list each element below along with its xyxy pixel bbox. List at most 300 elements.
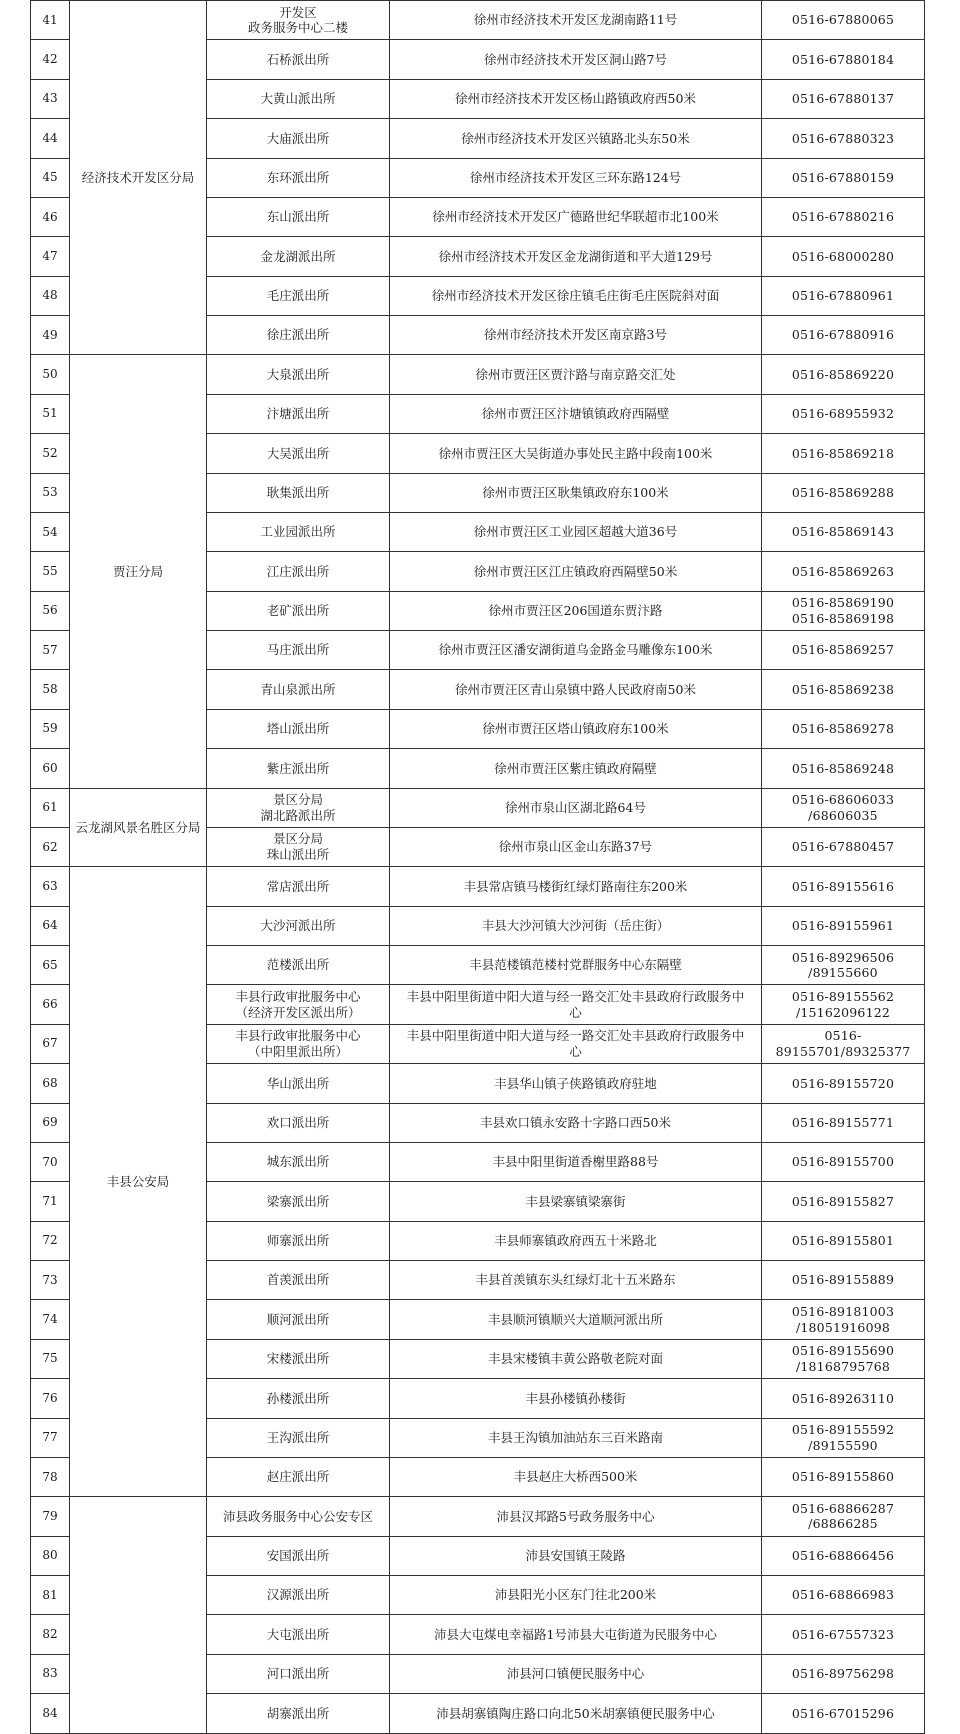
station-name-line: 城东派出所 [266,1154,330,1170]
station-phone [762,316,925,355]
station-name-line: 景区分局 [272,792,323,808]
station-name-line: 河口派出所 [266,1666,330,1682]
station-name [207,906,390,945]
station-name [207,1694,390,1734]
station-name-line: 大吴派出所 [266,445,330,461]
station-name [207,1142,390,1181]
station-address-line: 徐州市经济技术开发区广德路世纪华联超市北100米 [432,209,719,225]
station-address-line: 丰县宋楼镇丰黄公路敬老院对面 [487,1351,663,1367]
row-number: 44 [31,119,70,158]
station-address [390,276,762,315]
station-phone [762,1024,925,1063]
row-number: 60 [31,749,70,788]
station-address [390,473,762,512]
station-phone [762,158,925,197]
station-name [207,40,390,79]
station-phone-line: 0516-67880216 [791,209,895,225]
station-address [390,552,762,591]
station-address-line: 丰县欢口镇永安路十字路口西50米 [480,1114,671,1130]
station-address-line: 丰县中阳里街道香榭里路88号 [492,1154,659,1170]
station-address [390,237,762,276]
row-number: 59 [31,709,70,748]
station-name-line: 安国派出所 [266,1548,330,1563]
station-name-line: 政务服务中心二楼 [247,20,348,36]
station-phone [762,1418,925,1457]
station-name [207,591,390,630]
station-name [207,79,390,118]
station-name [207,1576,390,1615]
station-phone-line: 0516-67880184 [791,51,895,67]
station-address-line: 徐州市贾汪区潘安湖街道乌金路金马雕像东100米 [438,642,713,658]
row-number: 79 [31,1497,70,1536]
station-phone-line: 0516-85869220 [791,366,895,382]
station-name-line: 大沙河派出所 [260,918,336,933]
station-address [390,434,762,473]
station-phone-line: 0516-89155827 [791,1193,895,1209]
station-phone [762,434,925,473]
row-number: 75 [31,1339,70,1378]
station-name [207,1457,390,1496]
station-phone-line: 0516-85869143 [791,524,895,540]
station-phone-line: 0516-85869248 [791,760,895,776]
station-phone-line: 0516-85869198 [791,610,895,626]
station-address-line: 徐州市经济技术开发区三环东路124号 [469,169,682,185]
station-name [207,1261,390,1300]
station-phone-line: 0516-68606033 [791,792,895,808]
station-name [207,512,390,551]
station-phone-line: 0516-89155700 [791,1154,895,1170]
station-address [390,749,762,788]
station-address-line: 徐州市贾汪区汴塘镇镇政府西隔壁 [481,406,670,422]
station-phone [762,867,925,906]
station-address-line: 徐州市贾汪区江庄镇政府西隔壁50米 [473,563,678,579]
station-phone-line: 0516-67557323 [791,1626,895,1642]
station-name-line: （经济开发区派出所） [235,1004,361,1020]
station-phone [762,1576,925,1615]
station-address-line: 徐州市贾汪区工业园区超越大道36号 [473,524,678,540]
station-name [207,434,390,473]
row-number: 72 [31,1221,70,1260]
table-row [31,1,925,40]
station-phone-line: 0516-89155771 [791,1114,895,1130]
station-name [207,827,390,866]
station-phone [762,1497,925,1536]
row-number: 67 [31,1024,70,1063]
station-name-line: 景区分局 [272,831,323,847]
station-phone [762,788,925,827]
station-name [207,946,390,985]
station-address-line: 徐州市贾汪区紫庄镇政府隔壁 [494,760,657,776]
station-name-line: 欢口派出所 [266,1114,330,1130]
station-name [207,788,390,827]
station-phone [762,473,925,512]
station-address-line: 沛县胡寨镇陶庄路口向北50米胡寨镇便民服务中心 [436,1705,715,1721]
station-phone-line: 0516-89155889 [791,1272,895,1288]
station-address-line: 徐州市经济技术开发区南京路3号 [484,327,667,343]
station-address-line: 丰县中阳里街道中阳大道与经一路交汇处丰县政府行政服务中 [406,1028,745,1044]
station-name-line: 汴塘派出所 [266,406,330,422]
station-phone [762,1261,925,1300]
station-name-line: 开发区 [279,4,317,20]
station-name [207,316,390,355]
station-address [390,1024,762,1063]
station-phone [762,1457,925,1496]
row-number: 74 [31,1300,70,1339]
station-name-line: 王沟派出所 [266,1429,330,1445]
station-address-line: 徐州市贾汪区贾汴路与南京路交汇处 [475,366,676,382]
department-cell: 贾汪分局 [70,355,207,788]
station-name-line: 东环派出所 [266,169,330,185]
station-address [390,1457,762,1496]
station-address [390,79,762,118]
station-address [390,512,762,551]
station-address-line: 沛县大屯煤电幸福路1号沛县大屯街道为民服务中心 [434,1626,717,1642]
station-address [390,709,762,748]
station-phone [762,394,925,433]
station-name [207,1064,390,1103]
row-number: 68 [31,1064,70,1103]
station-address-line: 丰县王沟镇加油站东三百米路南 [487,1429,663,1445]
row-number: 55 [31,552,70,591]
station-phone-line: 0516-85869288 [791,484,895,500]
table-row [31,355,925,394]
station-name-line: 顺河派出所 [266,1311,330,1327]
station-address-line: 沛县河口镇便民服务中心 [506,1666,645,1682]
station-address [390,394,762,433]
station-phone-line: 0516-89155961 [791,918,895,933]
station-name-line: 华山派出所 [266,1075,330,1091]
row-number: 70 [31,1142,70,1181]
station-address-line: 徐州市经济技术开发区金龙湖街道和平大道129号 [438,248,713,264]
station-address [390,867,762,906]
station-address-line: 徐州市贾汪区耿集镇政府东100米 [482,484,669,500]
police-station-table [30,0,925,1734]
station-name [207,1339,390,1378]
station-address [390,1,762,40]
station-address [390,631,762,670]
station-name [207,1654,390,1693]
row-number: 62 [31,827,70,866]
row-number: 65 [31,946,70,985]
station-address [390,788,762,827]
station-address [390,1615,762,1654]
station-address [390,1182,762,1221]
station-phone [762,1103,925,1142]
station-phone-line: 89155701/89325377 [775,1043,911,1059]
station-name-line: 大黄山派出所 [260,91,336,107]
station-address-line: 丰县中阳里街道中阳大道与经一路交汇处丰县政府行政服务中 [406,988,745,1004]
station-address [390,591,762,630]
station-address [390,1300,762,1339]
station-address [390,1221,762,1260]
station-address-line: 徐州市经济技术开发区兴镇路北头东50米 [461,130,690,146]
station-phone [762,1654,925,1693]
station-address [390,1576,762,1615]
row-number: 66 [31,985,70,1024]
station-phone [762,237,925,276]
station-phone [762,670,925,709]
station-name [207,552,390,591]
station-address [390,1064,762,1103]
station-phone [762,749,925,788]
station-phone-line: /89155660 [808,965,878,981]
station-name [207,1497,390,1536]
station-address [390,670,762,709]
station-name [207,119,390,158]
station-phone-line: 0516-67880065 [791,12,895,28]
station-phone [762,197,925,236]
station-name [207,355,390,394]
station-name [207,237,390,276]
station-phone-line: 0516-89756298 [791,1666,895,1682]
station-name [207,473,390,512]
station-phone-line: /18051916098 [795,1319,891,1335]
station-phone [762,512,925,551]
row-number: 53 [31,473,70,512]
station-name [207,670,390,709]
station-name-line: 湖北路派出所 [260,807,336,823]
station-name [207,1615,390,1654]
station-phone [762,1182,925,1221]
station-phone-line: 0516-67880159 [791,169,895,185]
station-name-line: （中阳里派出所） [247,1043,348,1059]
station-phone-line: 0516-68866983 [791,1587,895,1603]
row-number: 61 [31,788,70,827]
station-phone [762,1,925,40]
station-phone-line: 0516-68000280 [791,248,895,264]
station-phone-line: 0516-85869263 [791,563,895,579]
station-phone [762,1064,925,1103]
row-number: 41 [31,1,70,40]
station-address [390,1339,762,1378]
station-name [207,985,390,1024]
station-name [207,276,390,315]
station-phone-line: 0516-85869257 [791,642,895,658]
station-address [390,946,762,985]
station-phone [762,1221,925,1260]
station-address-line: 沛县汉邦路5号政务服务中心 [496,1508,655,1524]
row-number: 43 [31,79,70,118]
station-name [207,1300,390,1339]
station-phone-line: 0516-68955932 [791,406,895,422]
station-name [207,709,390,748]
table-row [31,1497,925,1536]
station-address-line: 丰县范楼镇范楼村党群服务中心东隔壁 [469,957,682,973]
station-address-line: 徐州市贾汪区大吴街道办事处民主路中段南100米 [438,445,713,461]
department-cell: 丰县公安局 [70,867,207,1497]
station-phone [762,79,925,118]
station-phone [762,1536,925,1575]
station-phone-line: 0516-67015296 [791,1705,895,1721]
station-address-line: 丰县首羡镇东头红绿灯北十五米路东 [475,1272,676,1288]
station-phone [762,40,925,79]
station-phone-line: 0516- [824,1028,862,1044]
row-number: 56 [31,591,70,630]
station-name-line: 徐庄派出所 [266,327,330,343]
station-phone-line: 0516-89296506 [791,949,895,965]
station-phone-line: 0516-85869278 [791,721,895,737]
station-phone [762,906,925,945]
station-name-line: 赵庄派出所 [266,1469,330,1485]
station-name [207,1,390,40]
row-number: 57 [31,631,70,670]
station-phone [762,1615,925,1654]
station-address-line: 心 [569,1043,582,1059]
station-name-line: 首羡派出所 [266,1272,330,1288]
department-cell: 经济技术开发区分局 [70,1,207,355]
row-number: 77 [31,1418,70,1457]
station-phone-line: 0516-89155720 [791,1075,895,1091]
row-number: 82 [31,1615,70,1654]
station-name-line: 大屯派出所 [266,1626,330,1642]
station-phone-line: 0516-85869238 [791,681,895,697]
station-address-line: 徐州市贾汪区青山泉镇中路人民政府南50米 [455,681,696,697]
station-address-line: 徐州市经济技术开发区杨山路镇政府西50米 [455,91,696,107]
station-phone-line: 0516-89155592 [791,1422,895,1438]
station-phone [762,355,925,394]
station-name-line: 老矿派出所 [266,603,330,618]
station-name [207,197,390,236]
station-name-line: 汉源派出所 [266,1587,330,1603]
station-name [207,394,390,433]
station-address-line: 丰县华山镇子侠路镇政府驻地 [494,1075,657,1091]
station-phone [762,709,925,748]
station-name [207,158,390,197]
station-address-line: 丰县大沙河镇大沙河街（岳庄街） [481,918,670,933]
station-address [390,355,762,394]
table-row [31,788,925,827]
station-name-line: 范楼派出所 [266,957,330,973]
row-number: 73 [31,1261,70,1300]
station-address-line: 沛县阳光小区东门往北200米 [494,1587,657,1603]
station-phone-line: 0516-89155616 [791,878,895,894]
station-name [207,1418,390,1457]
station-phone-line: 0516-67880137 [791,91,895,107]
station-phone-line: 0516-67880323 [791,130,895,146]
station-address [390,1536,762,1575]
station-phone-line: 0516-89181003 [791,1303,895,1319]
station-phone-line: 0516-89155860 [791,1469,895,1485]
station-phone [762,1142,925,1181]
station-address-line: 丰县赵庄大桥西500米 [513,1469,638,1485]
row-number: 76 [31,1379,70,1418]
row-number: 48 [31,276,70,315]
station-name [207,1182,390,1221]
station-address [390,158,762,197]
station-address-line: 心 [569,1004,582,1020]
station-name [207,631,390,670]
station-name-line: 胡寨派出所 [266,1705,330,1721]
station-phone [762,1300,925,1339]
station-phone [762,1694,925,1734]
station-address [390,119,762,158]
station-address [390,1261,762,1300]
station-phone [762,552,925,591]
station-name [207,1221,390,1260]
row-number: 80 [31,1536,70,1575]
station-address-line: 沛县安国镇王陵路 [525,1548,626,1563]
table-body [31,1,925,1734]
row-number: 81 [31,1576,70,1615]
station-phone-line: /18168795768 [795,1358,891,1374]
row-number: 54 [31,512,70,551]
station-phone [762,827,925,866]
station-phone [762,119,925,158]
station-address [390,906,762,945]
station-address [390,1418,762,1457]
station-name [207,749,390,788]
row-number: 51 [31,394,70,433]
station-phone-line: 0516-89155690 [791,1343,895,1359]
station-address [390,316,762,355]
station-address [390,985,762,1024]
station-name-line: 丰县行政审批服务中心 [235,1028,361,1044]
station-phone [762,276,925,315]
station-phone-line: /68606035 [808,807,878,823]
station-name-line: 沛县政务服务中心公安专区 [222,1508,373,1524]
station-address [390,1379,762,1418]
station-name-line: 珠山派出所 [266,847,330,863]
station-phone [762,985,925,1024]
station-address-line: 丰县孙楼镇孙楼街 [525,1390,626,1406]
station-name-line: 毛庄派出所 [266,288,330,303]
row-number: 47 [31,237,70,276]
station-address [390,827,762,866]
station-name [207,1103,390,1142]
station-name-line: 大庙派出所 [266,130,330,146]
station-phone [762,1339,925,1378]
row-number: 78 [31,1457,70,1496]
station-phone-line: 0516-85869218 [791,445,895,461]
station-phone-line: 0516-68866287 [791,1500,895,1516]
station-address-line: 徐州市泉山区湖北路64号 [505,799,646,815]
station-address [390,40,762,79]
station-address-line: 徐州市贾汪区塔山镇政府东100米 [482,721,669,737]
row-number: 49 [31,316,70,355]
station-phone-line: 0516-67880961 [791,288,895,303]
department-cell: 云龙湖风景名胜区分局 [70,788,207,867]
row-number: 64 [31,906,70,945]
station-name-line: 紫庄派出所 [266,760,330,776]
station-phone-line: 0516-67880457 [791,839,895,855]
row-number: 83 [31,1654,70,1693]
station-address-line: 丰县师寨镇政府西五十米路北 [494,1233,657,1248]
station-name [207,1536,390,1575]
station-name [207,867,390,906]
station-name-line: 石桥派出所 [266,51,330,67]
station-phone-line: 0516-68866456 [791,1548,895,1563]
station-address [390,1654,762,1693]
station-address-line: 徐州市经济技术开发区洞山路7号 [484,51,667,67]
row-number: 84 [31,1694,70,1734]
station-name-line: 金龙湖派出所 [260,248,336,264]
station-address-line: 徐州市贾汪区206国道东贾汴路 [488,603,663,618]
row-number: 45 [31,158,70,197]
station-name-line: 师寨派出所 [266,1233,330,1248]
station-address-line: 丰县梁寨镇梁寨街 [525,1193,626,1209]
station-address [390,1694,762,1734]
station-phone [762,1379,925,1418]
station-name-line: 常店派出所 [266,878,330,894]
row-number: 50 [31,355,70,394]
station-name-line: 青山泉派出所 [260,681,336,697]
station-address-line: 丰县常店镇马楼街红绿灯路南往东200米 [463,878,688,894]
row-number: 69 [31,1103,70,1142]
department-cell [70,1497,207,1734]
station-name-line: 宋楼派出所 [266,1351,330,1367]
station-address-line: 丰县顺河镇顺兴大道顺河派出所 [487,1311,663,1327]
station-name-line: 江庄派出所 [266,563,330,579]
